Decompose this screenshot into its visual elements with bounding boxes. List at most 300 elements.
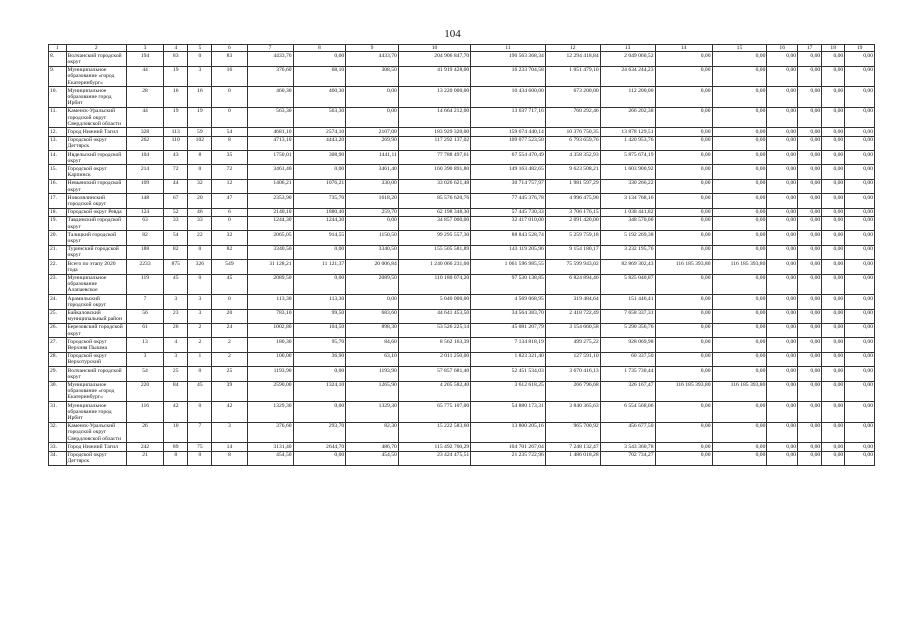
value-cell: 110 180 074,20 <box>398 274 470 295</box>
value-cell: 0,00 <box>655 179 712 193</box>
value-cell: 24 634 244,23 <box>600 66 655 87</box>
value-cell: 0 <box>212 107 247 128</box>
value-cell: 0,00 <box>767 274 798 295</box>
value-cell: 0,00 <box>822 338 845 352</box>
table-row <box>49 66 875 87</box>
value-cell: 0,00 <box>767 151 798 165</box>
municipality-name-cell: Каменск-Уральский городской округ Свердловской области <box>66 107 126 128</box>
municipality-name-cell: Городской округ Ревда <box>66 208 126 216</box>
value-cell: 0,00 <box>767 52 798 66</box>
value-cell: 326 <box>188 260 212 274</box>
municipality-name-cell: Талицкий городской округ <box>66 231 126 245</box>
value-cell: 0,00 <box>293 402 346 423</box>
value-cell: 0,00 <box>767 443 798 451</box>
value-cell: 0,00 <box>655 367 712 381</box>
value-cell: 0,00 <box>845 402 875 423</box>
value-cell: 2574,10 <box>293 128 346 136</box>
municipality-name-cell: Городской округ Дегтярск <box>66 451 126 465</box>
value-cell: 563,30 <box>247 107 293 128</box>
row-number-cell: 9. <box>49 66 67 87</box>
value-cell: 14 664 212,00 <box>398 107 470 128</box>
value-cell: 180,30 <box>247 338 293 352</box>
value-cell: 0,00 <box>767 216 798 230</box>
value-cell: 60 337,50 <box>600 352 655 366</box>
value-cell: 1193,90 <box>247 367 293 381</box>
value-cell: 149 163 482,65 <box>471 165 546 179</box>
value-cell: 67 <box>164 194 188 208</box>
value-cell: 0,00 <box>798 52 822 66</box>
row-number-cell: 20. <box>49 231 67 245</box>
value-cell: 0,00 <box>767 295 798 309</box>
value-cell: 2233 <box>126 260 163 274</box>
value-cell: 0,00 <box>822 128 845 136</box>
row-number-cell: 29. <box>49 367 67 381</box>
value-cell: 0,00 <box>712 194 767 208</box>
row-number-cell: 33. <box>49 443 67 451</box>
municipality-name-cell: Ивдельский городской округ <box>66 151 126 165</box>
value-cell: 0,00 <box>655 165 712 179</box>
value-cell: 4 <box>164 338 188 352</box>
value-cell: 8 <box>164 451 188 465</box>
row-number-cell: 34. <box>49 451 67 465</box>
value-cell: 0,00 <box>845 309 875 323</box>
value-cell: 0,00 <box>767 309 798 323</box>
value-cell: 0,00 <box>822 52 845 66</box>
value-cell: 0,00 <box>767 179 798 193</box>
municipality-name-cell: Город Нижний Тагил <box>66 443 126 451</box>
value-cell: 5 875 674,19 <box>600 151 655 165</box>
value-cell: 53 526 225,14 <box>398 323 470 337</box>
value-cell: 0 <box>188 451 212 465</box>
value-cell: 1 240 066 231,00 <box>398 260 470 274</box>
value-cell: 454,50 <box>247 451 293 465</box>
value-cell: 16 <box>212 66 247 87</box>
value-cell: 0,00 <box>767 338 798 352</box>
value-cell: 65 775 107,00 <box>398 402 470 423</box>
value-cell: 0,00 <box>655 216 712 230</box>
municipality-name-cell: Березовский городской округ <box>66 323 126 337</box>
value-cell: 376,60 <box>247 422 293 443</box>
value-cell: 1406,21 <box>247 179 293 193</box>
column-header: 4 <box>164 45 188 52</box>
value-cell: 183 929 320,00 <box>398 128 470 136</box>
municipality-name-cell: Муниципальное образование город Ирбит <box>66 87 126 108</box>
value-cell: 155 505 581,89 <box>398 245 470 259</box>
page-number: 104 <box>444 28 461 40</box>
value-cell: 928 069,98 <box>600 338 655 352</box>
value-cell: 20 006,84 <box>346 260 399 274</box>
value-cell: 0,00 <box>767 87 798 108</box>
value-cell: 3 543 360,78 <box>600 443 655 451</box>
value-cell: 28 <box>126 87 163 108</box>
value-cell: 21 <box>126 451 163 465</box>
value-cell: 45 <box>164 274 188 295</box>
table-row <box>49 165 875 179</box>
value-cell: 22 <box>188 231 212 245</box>
value-cell: 116 <box>126 402 163 423</box>
column-header: 17 <box>798 45 822 52</box>
value-cell: 109 <box>126 179 163 193</box>
value-cell: 124 <box>126 208 163 216</box>
value-cell: 127 591,10 <box>545 352 600 366</box>
municipality-name-cell: Городской округ Верхотурский <box>66 352 126 366</box>
value-cell: 0 <box>188 367 212 381</box>
value-cell: 47 <box>212 194 247 208</box>
value-cell: 0,00 <box>767 66 798 87</box>
value-cell: 1 486 018,28 <box>545 451 600 465</box>
value-cell: 1441,11 <box>346 151 399 165</box>
value-cell: 2 <box>188 338 212 352</box>
value-cell: 328 <box>126 128 163 136</box>
value-cell: 0,00 <box>822 367 845 381</box>
value-cell: 242 <box>126 443 163 451</box>
value-cell: 1329,30 <box>247 402 293 423</box>
value-cell: 0,00 <box>293 367 346 381</box>
value-cell: 0,00 <box>798 451 822 465</box>
value-cell: 0,00 <box>712 216 767 230</box>
value-cell: 8 562 163,39 <box>398 338 470 352</box>
value-cell: 42 <box>212 402 247 423</box>
value-cell: 77 788 497,61 <box>398 151 470 165</box>
value-cell: 56 <box>126 309 163 323</box>
value-cell: 4 996 475,90 <box>545 194 600 208</box>
value-cell: 460,30 <box>247 87 293 108</box>
value-cell: 2 011 250,00 <box>398 352 470 366</box>
value-cell: 549 <box>212 260 247 274</box>
value-cell: 266 796,68 <box>545 381 600 402</box>
row-number-cell: 22. <box>49 260 67 274</box>
value-cell: 0,00 <box>798 274 822 295</box>
value-cell: 0,00 <box>712 208 767 216</box>
value-cell: 3340,50 <box>247 245 293 259</box>
value-cell: 84,60 <box>346 338 399 352</box>
value-cell: 6 824 894,46 <box>545 274 600 295</box>
value-cell: 3 840 365,63 <box>545 402 600 423</box>
value-cell: 35 <box>212 151 247 165</box>
value-cell: 0,00 <box>798 245 822 259</box>
municipality-name-cell: Муниципальное образование Алапаевское <box>66 274 126 295</box>
value-cell: 63 <box>126 216 163 230</box>
value-cell: 0,00 <box>712 323 767 337</box>
column-header: 9 <box>346 45 399 52</box>
value-cell: 113,30 <box>293 295 346 309</box>
municipality-name-cell: Городской округ Дегтярск <box>66 136 126 150</box>
value-cell: 214 <box>126 165 163 179</box>
value-cell: 0,00 <box>822 260 845 274</box>
value-cell: 0,00 <box>655 87 712 108</box>
value-cell: 1 823 321,40 <box>471 352 546 366</box>
value-cell: 116 185 393,80 <box>712 260 767 274</box>
value-cell: 104 <box>126 151 163 165</box>
value-cell: 2353,90 <box>247 194 293 208</box>
value-cell: 0,00 <box>655 136 712 150</box>
value-cell: 10 376 750,35 <box>545 128 600 136</box>
value-cell: 82 <box>212 245 247 259</box>
value-cell: 0,00 <box>798 151 822 165</box>
value-cell: 0,00 <box>798 422 822 443</box>
value-cell: 683,60 <box>346 309 399 323</box>
column-header: 6 <box>212 45 247 52</box>
value-cell: 2 091 420,00 <box>545 216 600 230</box>
table-row <box>49 381 875 402</box>
municipality-name-cell: Волчанский городской округ <box>66 52 126 66</box>
row-number-cell: 32. <box>49 422 67 443</box>
value-cell: 1 051 479,10 <box>545 66 600 87</box>
table-row <box>49 87 875 108</box>
value-cell: 26 <box>164 323 188 337</box>
value-cell: 0,00 <box>346 295 399 309</box>
value-cell: 2065,05 <box>247 231 293 245</box>
table-row <box>49 367 875 381</box>
row-number-cell: 25. <box>49 309 67 323</box>
value-cell: 10 <box>164 422 188 443</box>
value-cell: 41 919 428,00 <box>398 66 470 87</box>
value-cell: 20 <box>212 309 247 323</box>
value-cell: 1193,90 <box>346 367 399 381</box>
value-cell: 119 <box>126 274 163 295</box>
value-cell: 113,30 <box>247 295 293 309</box>
value-cell: 0 <box>188 165 212 179</box>
value-cell: 0,00 <box>845 323 875 337</box>
municipality-name-cell: Арамильский городской округ <box>66 295 126 309</box>
value-cell: 0,00 <box>822 422 845 443</box>
value-cell: 45 081 207,79 <box>471 323 546 337</box>
column-header: 1 <box>49 45 67 52</box>
value-cell: 0,00 <box>798 66 822 87</box>
value-cell: 54 880 173,31 <box>471 402 546 423</box>
table-row <box>49 107 875 128</box>
table-row <box>49 245 875 259</box>
value-cell: 0,00 <box>822 151 845 165</box>
municipality-name-cell: Городской округ Карпинск <box>66 165 126 179</box>
value-cell: 0,00 <box>845 245 875 259</box>
value-cell: 0,00 <box>798 87 822 108</box>
row-number-cell: 31. <box>49 402 67 423</box>
value-cell: 0,00 <box>798 367 822 381</box>
value-cell: 84 <box>164 381 188 402</box>
value-cell: 13 637 717,16 <box>471 107 546 128</box>
value-cell: 0,00 <box>767 165 798 179</box>
value-cell: 15 222 583,60 <box>398 422 470 443</box>
value-cell: 454,50 <box>346 451 399 465</box>
value-cell: 0,00 <box>798 381 822 402</box>
value-cell: 0,00 <box>655 274 712 295</box>
value-cell: 116 185 393,80 <box>655 260 712 274</box>
value-cell: 4713,10 <box>247 136 293 150</box>
value-cell: 0,00 <box>845 295 875 309</box>
value-cell: 308,90 <box>293 151 346 165</box>
value-cell: 875 <box>164 260 188 274</box>
value-cell: 0,00 <box>845 352 875 366</box>
column-header: 15 <box>712 45 767 52</box>
value-cell: 460,30 <box>293 87 346 108</box>
value-cell: 0,00 <box>767 381 798 402</box>
value-cell: 16 <box>164 87 188 108</box>
value-cell: 0,00 <box>655 52 712 66</box>
value-cell: 0,00 <box>712 87 767 108</box>
value-cell: 4681,10 <box>247 128 293 136</box>
value-cell: 0,00 <box>845 87 875 108</box>
value-cell: 7 658 337,31 <box>600 309 655 323</box>
value-cell: 4443,20 <box>293 136 346 150</box>
value-cell: 7 <box>126 295 163 309</box>
value-cell: 0,00 <box>845 179 875 193</box>
value-cell: 0,00 <box>822 136 845 150</box>
value-cell: 0 <box>212 295 247 309</box>
value-cell: 3 232 195,76 <box>600 245 655 259</box>
value-cell: 0,00 <box>655 451 712 465</box>
municipality-name-cell: Город Нижний Тагил <box>66 128 126 136</box>
value-cell: 0,00 <box>655 107 712 128</box>
value-cell: 0,00 <box>845 107 875 128</box>
value-cell: 262 <box>126 136 163 150</box>
value-cell: 0,00 <box>845 151 875 165</box>
value-cell: 702 734,27 <box>600 451 655 465</box>
value-cell: 0,00 <box>655 194 712 208</box>
value-cell: 32 417 010,00 <box>471 216 546 230</box>
value-cell: 0,00 <box>822 309 845 323</box>
value-cell: 0,00 <box>767 194 798 208</box>
value-cell: 1 038 441,82 <box>600 208 655 216</box>
value-cell: 0,00 <box>845 194 875 208</box>
value-cell: 783,10 <box>247 309 293 323</box>
column-header: 5 <box>188 45 212 52</box>
value-cell: 3340,50 <box>346 245 399 259</box>
value-cell: 14 <box>212 443 247 451</box>
value-cell: 0,00 <box>712 443 767 451</box>
column-header: 3 <box>126 45 163 52</box>
value-cell: 266 202,38 <box>600 107 655 128</box>
value-cell: 36,90 <box>293 352 346 366</box>
value-cell: 2 418 722,49 <box>545 309 600 323</box>
value-cell: 3 134 768,16 <box>600 194 655 208</box>
value-cell: 44 641 453,50 <box>398 309 470 323</box>
value-cell: 0,00 <box>798 402 822 423</box>
table-row <box>49 295 875 309</box>
value-cell: 104,50 <box>293 323 346 337</box>
value-cell: 0,00 <box>712 128 767 136</box>
value-cell: 0,00 <box>798 165 822 179</box>
value-cell: 0,00 <box>798 136 822 150</box>
value-cell: 0,00 <box>845 136 875 150</box>
value-cell: 3461,40 <box>247 165 293 179</box>
value-cell: 4 205 582,40 <box>398 381 470 402</box>
value-cell: 43 <box>164 151 188 165</box>
value-cell: 0,00 <box>767 208 798 216</box>
value-cell: 0,00 <box>655 352 712 366</box>
value-cell: 1324,10 <box>293 381 346 402</box>
value-cell: 32 <box>188 179 212 193</box>
value-cell: 3 <box>212 422 247 443</box>
value-cell: 0,00 <box>655 66 712 87</box>
value-cell: 0,00 <box>798 260 822 274</box>
value-cell: 2 <box>212 338 247 352</box>
value-cell: 54 <box>164 231 188 245</box>
value-cell: 0,00 <box>798 309 822 323</box>
value-cell: 85 576 620,76 <box>398 194 470 208</box>
row-number-cell: 19. <box>49 216 67 230</box>
value-cell: 2140,10 <box>247 208 293 216</box>
value-cell: 0,00 <box>712 151 767 165</box>
value-cell: 19 <box>164 107 188 128</box>
value-cell: 0,00 <box>822 381 845 402</box>
value-cell: 914,55 <box>293 231 346 245</box>
value-cell: 0,00 <box>712 107 767 128</box>
value-cell: 330 266,22 <box>600 179 655 193</box>
value-cell: 0,00 <box>293 245 346 259</box>
value-cell: 19 <box>188 107 212 128</box>
value-cell: 0,00 <box>798 338 822 352</box>
value-cell: 4 358 352,93 <box>545 151 600 165</box>
value-cell: 2107,00 <box>346 128 399 136</box>
value-cell: 52 <box>164 208 188 216</box>
value-cell: 0,00 <box>655 443 712 451</box>
value-cell: 1076,21 <box>293 179 346 193</box>
value-cell: 0,00 <box>712 274 767 295</box>
value-cell: 0,00 <box>822 107 845 128</box>
value-cell: 760 292,46 <box>545 107 600 128</box>
report-table <box>48 44 875 466</box>
value-cell: 72 <box>164 165 188 179</box>
value-cell: 0,00 <box>798 443 822 451</box>
value-cell: 113 <box>164 128 188 136</box>
value-cell: 100,00 <box>247 352 293 366</box>
value-cell: 116 185 393,80 <box>712 381 767 402</box>
value-cell: 0,00 <box>822 231 845 245</box>
municipality-name-cell: Муниципальное образование «город Екатеринбург» <box>66 381 126 402</box>
value-cell: 16 <box>188 87 212 108</box>
value-cell: 83 <box>212 52 247 66</box>
value-cell: 0,00 <box>712 52 767 66</box>
value-cell: 0,00 <box>822 323 845 337</box>
value-cell: 88 843 528,74 <box>471 231 546 245</box>
value-cell: 3 <box>188 309 212 323</box>
value-cell: 0,00 <box>798 216 822 230</box>
row-number-cell: 13. <box>49 136 67 150</box>
value-cell: 376,60 <box>247 66 293 87</box>
value-cell: 0,00 <box>767 107 798 128</box>
value-cell: 42 <box>164 402 188 423</box>
value-cell: 308,50 <box>346 66 399 87</box>
value-cell: 0,00 <box>767 245 798 259</box>
value-cell: 82 869 302,43 <box>600 260 655 274</box>
value-cell: 3 <box>164 295 188 309</box>
table-row <box>49 402 875 423</box>
value-cell: 499 275,22 <box>545 338 600 352</box>
value-cell: 0,00 <box>767 367 798 381</box>
value-cell: 95,70 <box>293 338 346 352</box>
value-cell: 1 420 953,76 <box>600 136 655 150</box>
value-cell: 0,00 <box>798 179 822 193</box>
value-cell: 4433,70 <box>346 52 399 66</box>
table-row <box>49 194 875 208</box>
municipality-name-cell: Невьянский городской округ <box>66 179 126 193</box>
value-cell: 57 445 730,33 <box>471 208 546 216</box>
value-cell: 673 200,00 <box>545 87 600 108</box>
value-cell: 44 <box>164 179 188 193</box>
value-cell: 6 <box>212 208 247 216</box>
value-cell: 188 <box>126 245 163 259</box>
value-cell: 220 <box>126 381 163 402</box>
value-cell: 34 564 383,70 <box>471 309 546 323</box>
value-cell: 5 259 759,18 <box>545 231 600 245</box>
table-row <box>49 338 875 352</box>
value-cell: 3 670 416,13 <box>545 367 600 381</box>
value-cell: 5 290 356,76 <box>600 323 655 337</box>
value-cell: 1880,40 <box>293 208 346 216</box>
value-cell: 3 <box>164 352 188 366</box>
column-header: 8 <box>293 45 346 52</box>
